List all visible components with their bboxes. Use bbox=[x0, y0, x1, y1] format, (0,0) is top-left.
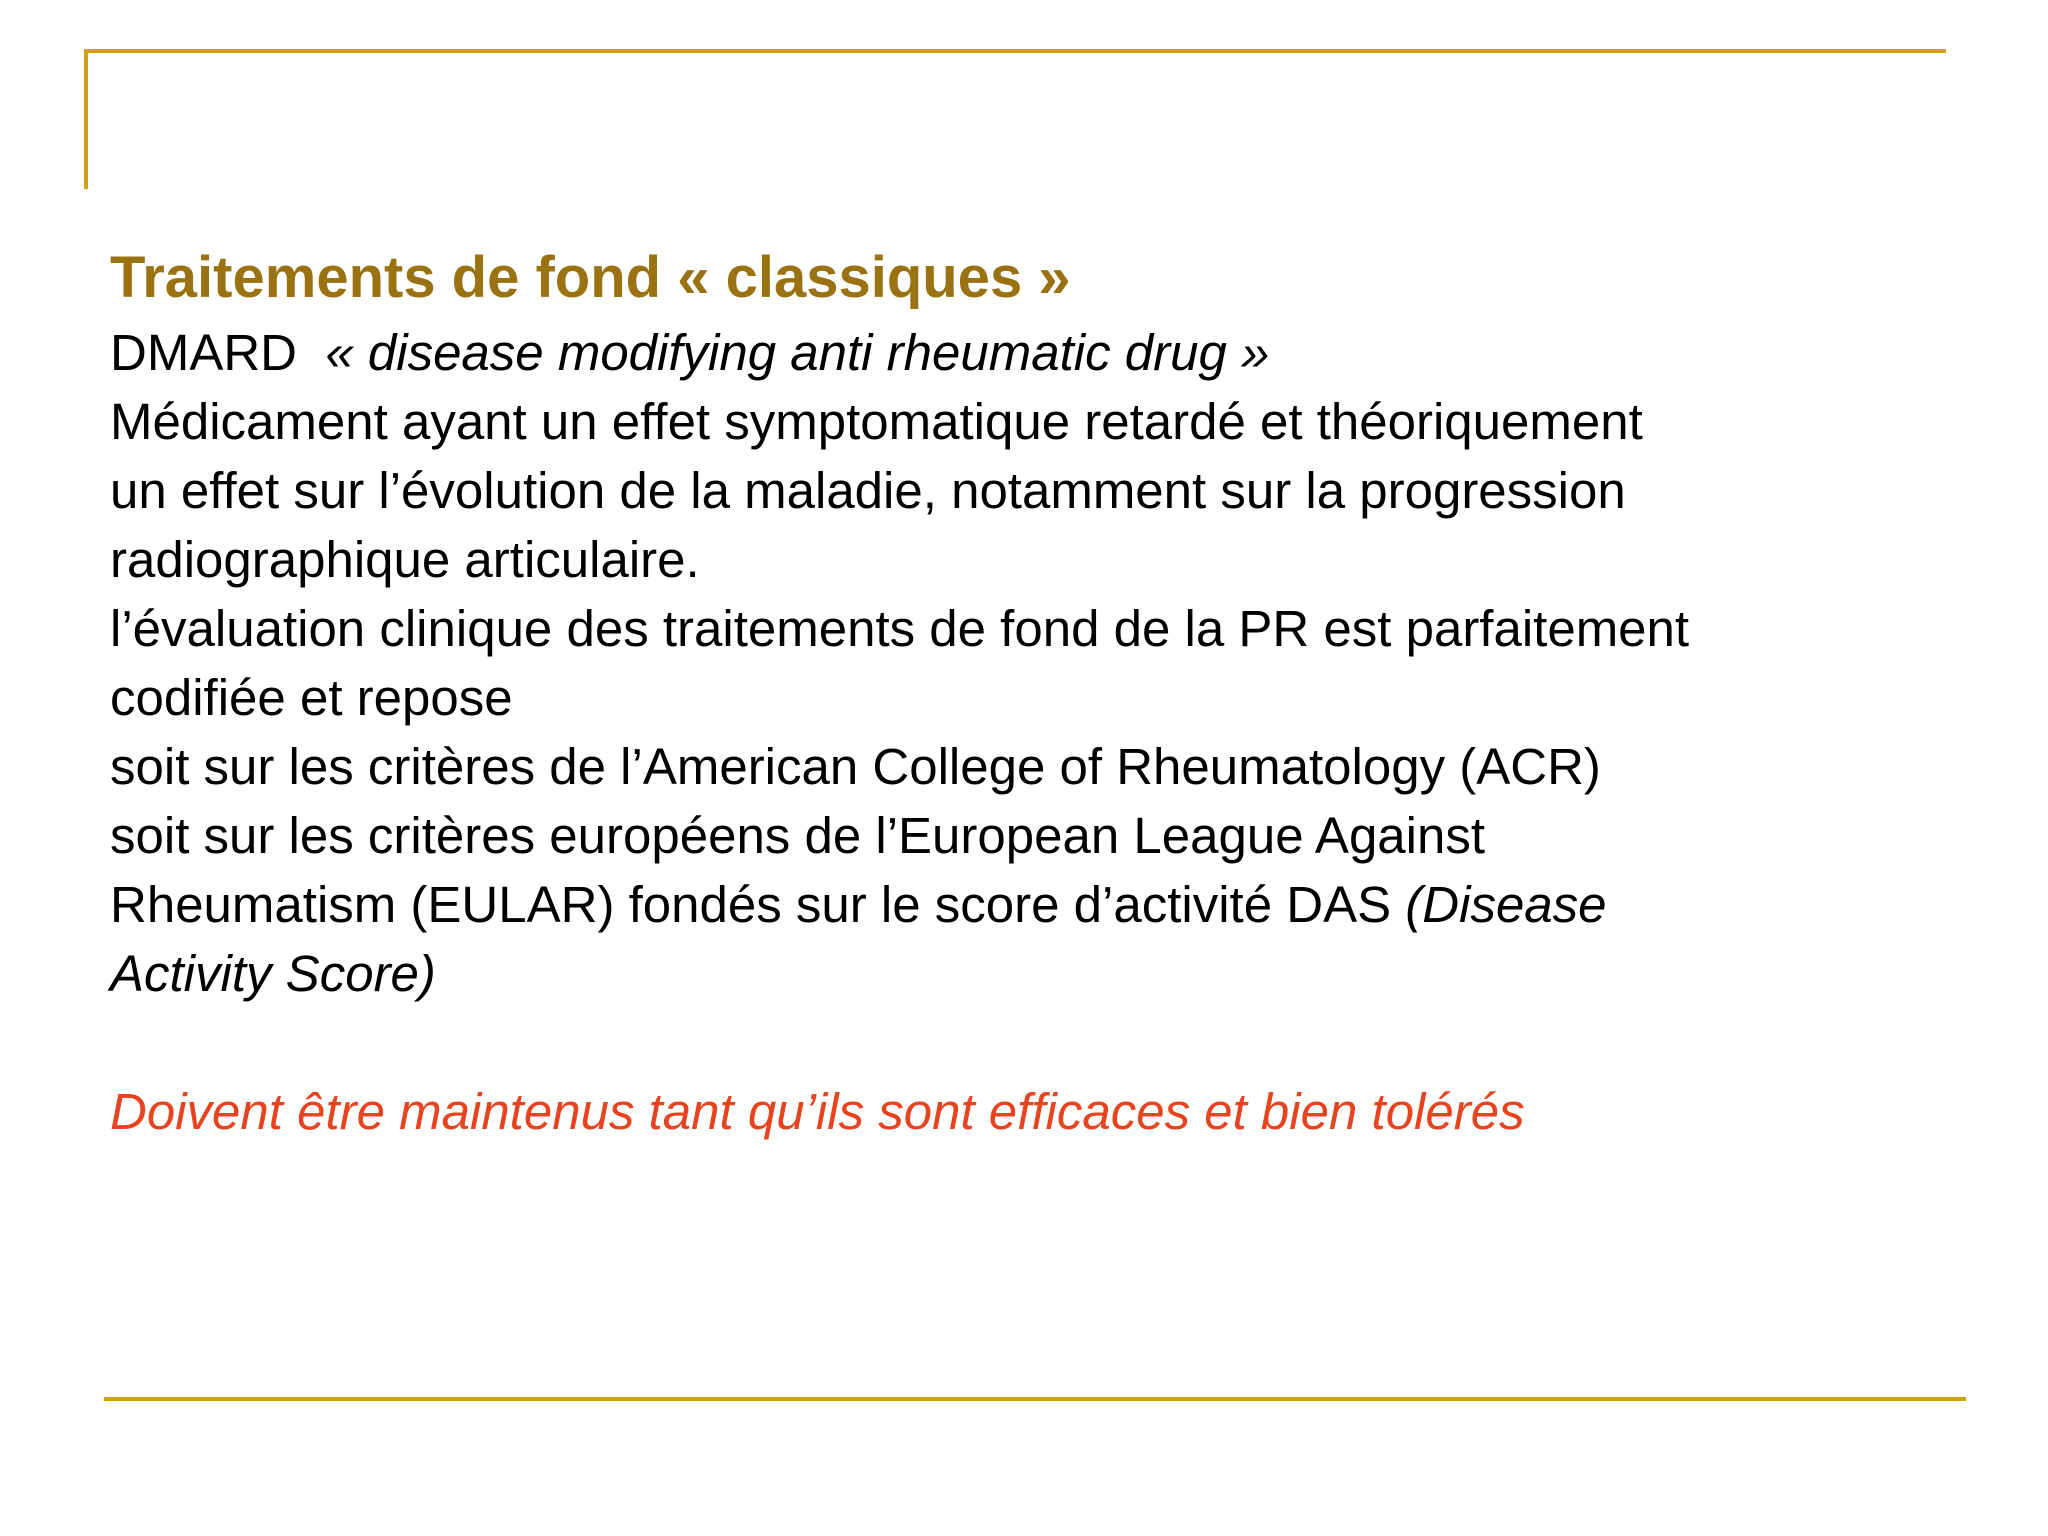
eular-das-line bbox=[110, 870, 1950, 939]
das-expansion-end: Activity Score) bbox=[110, 945, 436, 1002]
description-line: un effet sur l’évolution de la maladie, notamment sur la progression bbox=[110, 462, 1626, 519]
description-line: Médicament ayant un effet symptomatique retardé et théoriquement bbox=[110, 393, 1643, 450]
description-line: radiographique articulaire. bbox=[110, 531, 700, 588]
spacer bbox=[110, 1008, 1950, 1077]
dmard-definition: « disease modifying anti rheumatic drug » bbox=[325, 324, 1270, 381]
slide-content bbox=[110, 238, 1950, 1146]
top-rule bbox=[84, 49, 1946, 53]
bottom-rule bbox=[104, 1397, 1966, 1401]
dmard-abbreviation: DMARD bbox=[110, 324, 297, 381]
eular-criteria-line: soit sur les critères européens de l’European League Against bbox=[110, 807, 1486, 864]
dmard-line bbox=[110, 318, 1950, 387]
slide-title: Traitements de fond « classiques » bbox=[110, 245, 1071, 310]
description-line: codifiée et repose bbox=[110, 669, 513, 726]
acr-criteria-line: soit sur les critères de l’American College of Rheumatology (ACR) bbox=[110, 738, 1601, 795]
description-line: l’évaluation clinique des traitements de fond de la PR est parfaitement bbox=[110, 600, 1690, 657]
conclusion-text: Doivent être maintenus tant qu’ils sont efficaces et bien tolérés bbox=[110, 1083, 1525, 1140]
eular-das-text: Rheumatism (EULAR) fondés sur le score d’activité DAS bbox=[110, 876, 1406, 933]
left-rule bbox=[84, 49, 88, 189]
das-expansion-start: (Disease bbox=[1405, 876, 1607, 933]
